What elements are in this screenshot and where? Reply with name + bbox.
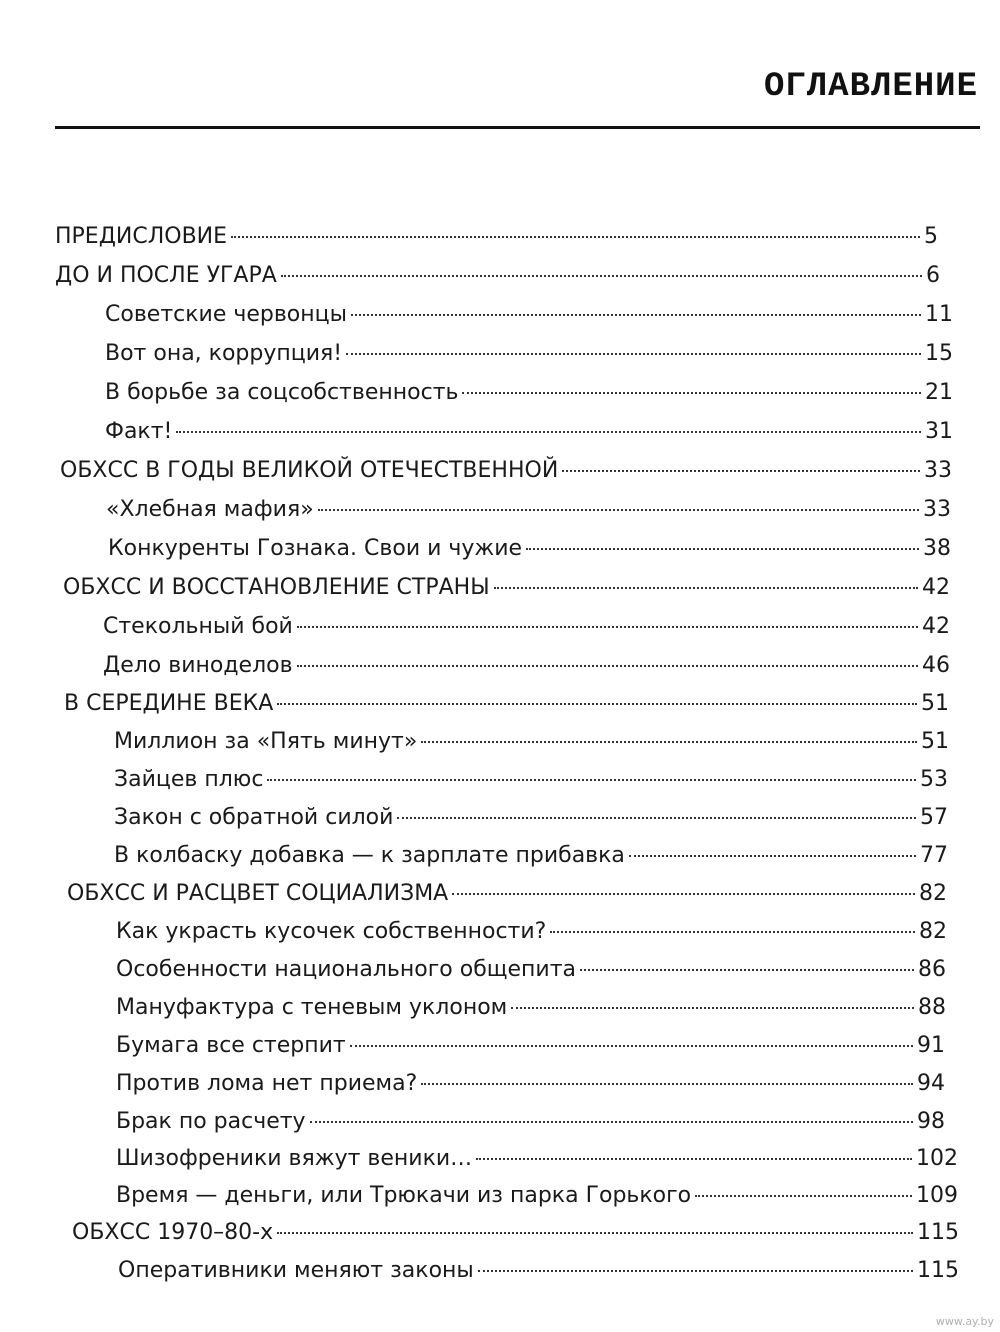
toc-entry-page: 115: [917, 1220, 959, 1245]
toc-entry: [103, 651, 950, 681]
toc-entry: [63, 573, 950, 603]
toc-entry: [114, 727, 949, 757]
toc-entry-title: Брак по расчету: [116, 1109, 306, 1134]
toc-entry: [55, 261, 940, 291]
toc-entry: [118, 1256, 959, 1286]
toc-dot-leader: [351, 314, 921, 316]
toc-entry: [105, 339, 953, 369]
toc-entry-page: 11: [925, 302, 953, 327]
toc-entry-page: 57: [920, 805, 948, 830]
toc-entry-title: ДО И ПОСЛЕ УГАРА: [55, 263, 277, 288]
toc-entry: [116, 1069, 945, 1099]
page-title: ОГЛАВЛЕНИЕ: [763, 68, 978, 106]
toc-entry-page: 115: [917, 1258, 959, 1283]
toc-entry-page: 42: [922, 575, 950, 600]
toc-entry-title: ОБХСС И ВОССТАНОВЛЕНИЕ СТРАНЫ: [63, 575, 490, 600]
toc-entry: [116, 955, 946, 985]
toc-dot-leader: [297, 626, 918, 628]
toc-entry: [116, 1181, 958, 1211]
toc-entry-title: Оперативники меняют законы: [118, 1258, 474, 1283]
toc-entry-page: 51: [921, 729, 949, 754]
toc-dot-leader: [629, 855, 916, 857]
toc-entry-title: Как украсть кусочек собственности?: [116, 919, 547, 944]
toc-entry-page: 94: [917, 1071, 945, 1096]
toc-entry-page: 5: [924, 224, 938, 249]
toc-entry-page: 102: [916, 1146, 958, 1171]
toc-entry-page: 15: [925, 341, 953, 366]
toc-dot-leader: [526, 548, 919, 550]
toc-dot-leader: [421, 1083, 913, 1085]
toc-entry-page: 6: [926, 263, 940, 288]
toc-entry: [114, 765, 948, 795]
toc-entry-title: Конкуренты Гознака. Свои и чужие: [108, 536, 523, 561]
toc-entry-title: Советские червонцы: [105, 302, 347, 327]
toc-dot-leader: [452, 893, 915, 895]
toc-entry-title: Мануфактура с теневым уклоном: [116, 995, 508, 1020]
toc-entry: [108, 534, 951, 564]
toc-entry: [114, 803, 948, 833]
toc-dot-leader: [346, 353, 921, 355]
toc-dot-leader: [297, 665, 918, 667]
toc-entry-title: Бумага все стерпит: [116, 1033, 346, 1058]
toc-dot-leader: [350, 1045, 913, 1047]
toc-dot-leader: [494, 587, 918, 589]
toc-entry-title: Против лома нет приема?: [116, 1071, 418, 1096]
toc-entry-page: 91: [917, 1033, 945, 1058]
toc-entry: [116, 917, 947, 947]
toc-entry-title: ОБХСС И РАСЦВЕТ СОЦИАЛИЗМА: [67, 881, 449, 906]
toc-entry: [105, 300, 953, 330]
toc-dot-leader: [310, 1121, 913, 1123]
toc-entry-page: 33: [923, 497, 951, 522]
toc-entry: [55, 222, 938, 252]
toc-dot-leader: [580, 969, 914, 971]
toc-entry-title: Факт!: [105, 419, 173, 444]
toc-entry-title: В борьбе за соцсобственность: [105, 380, 459, 405]
toc-dot-leader: [277, 703, 917, 705]
toc-dot-leader: [267, 779, 916, 781]
toc-entry-page: 46: [922, 653, 950, 678]
toc-entry-title: Стекольный бой: [103, 614, 293, 639]
toc-entry-title: Зайцев плюс: [114, 767, 264, 792]
toc-entry-page: 31: [925, 419, 953, 444]
toc-entry-page: 53: [920, 767, 948, 792]
toc-entry-page: 21: [925, 380, 953, 405]
toc-entry-title: Шизофреники вяжут веники…: [116, 1146, 473, 1171]
toc-dot-leader: [695, 1195, 912, 1197]
toc-entry: [116, 993, 946, 1023]
toc-entry: [106, 495, 951, 525]
toc-entry-title: Время — деньги, или Трюкачи из парка Горького: [116, 1183, 692, 1208]
toc-entry-title: Особенности национального общепита: [116, 957, 577, 982]
toc-dot-leader: [550, 931, 915, 933]
toc-entry-page: 77: [920, 843, 948, 868]
toc-dot-leader: [462, 392, 921, 394]
toc-entry-title: Миллион за «Пять минут»: [114, 729, 418, 754]
toc-entry-title: В СЕРЕДИНЕ ВЕКА: [64, 691, 274, 716]
toc-dot-leader: [421, 741, 917, 743]
toc-entry-page: 33: [924, 458, 952, 483]
toc-entry: [105, 417, 953, 447]
toc-dot-leader: [281, 275, 922, 277]
toc-dot-leader: [176, 431, 921, 433]
toc-entry-page: 86: [918, 957, 946, 982]
toc-entry: [72, 1218, 959, 1248]
toc-entry-title: В колбаску добавка — к зарплате прибавка: [114, 843, 625, 868]
toc-dot-leader: [318, 509, 919, 511]
toc-entry-title: ОБХСС 1970–80-х: [72, 1220, 274, 1245]
toc-entry-title: Дело виноделов: [103, 653, 293, 678]
toc-entry-page: 42: [922, 614, 950, 639]
toc-dot-leader: [476, 1158, 912, 1160]
toc-entry-title: Вот она, коррупция!: [105, 341, 343, 366]
toc-dot-leader: [397, 817, 916, 819]
toc-entry: [67, 879, 947, 909]
toc-entry: [64, 689, 949, 719]
toc-entry-title: ПРЕДИСЛОВИЕ: [55, 224, 228, 249]
toc-dot-leader: [511, 1007, 914, 1009]
toc-entry: [103, 612, 950, 642]
toc-entry-title: ОБХСС В ГОДЫ ВЕЛИКОЙ ОТЕЧЕСТВЕННОЙ: [60, 458, 559, 483]
watermark: www.ay.by: [935, 1315, 994, 1328]
toc-entry-title: Закон с обратной силой: [114, 805, 394, 830]
toc-dot-leader: [277, 1232, 913, 1234]
toc-entry: [116, 1031, 945, 1061]
toc-dot-leader: [478, 1270, 913, 1272]
toc-entry-page: 82: [919, 881, 947, 906]
toc-entry-page: 98: [917, 1109, 945, 1134]
toc-entry-page: 82: [919, 919, 947, 944]
toc-entry: [116, 1107, 945, 1137]
toc-entry-page: 38: [923, 536, 951, 561]
toc-entry: [60, 456, 952, 486]
toc-entry: [114, 841, 948, 871]
toc-entry-page: 88: [918, 995, 946, 1020]
toc-entry-page: 51: [921, 691, 949, 716]
toc-entry-page: 109: [916, 1183, 958, 1208]
toc-dot-leader: [562, 470, 920, 472]
toc-entry: [116, 1144, 958, 1174]
toc-entry: [105, 378, 953, 408]
toc-dot-leader: [231, 236, 920, 238]
toc-entry-title: «Хлебная мафия»: [106, 497, 314, 522]
